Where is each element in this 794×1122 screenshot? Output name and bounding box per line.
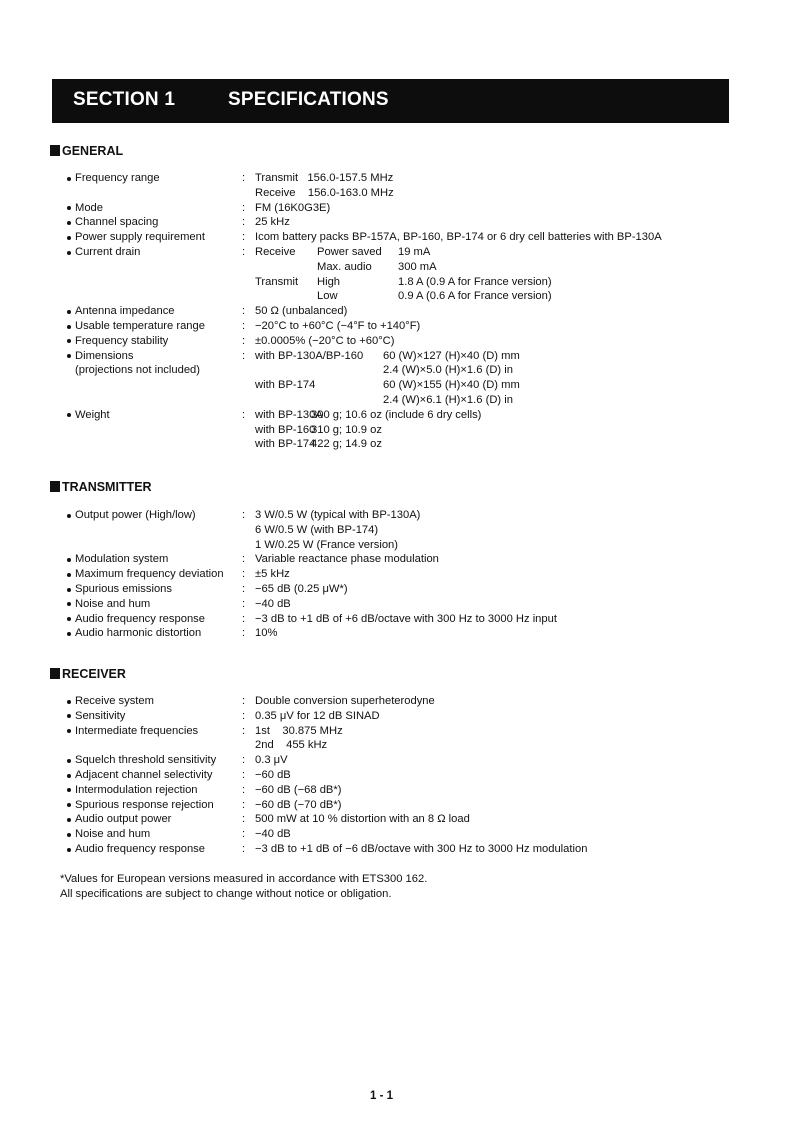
spec-colon: :	[242, 320, 246, 332]
spec-colon: :	[242, 408, 246, 421]
spec-value: ±0.0005% (−20°C to +60°C)	[255, 334, 395, 347]
spec-colon: :	[242, 798, 246, 811]
spec-colon: :	[242, 553, 246, 566]
square-bullet-icon	[50, 481, 60, 492]
spec-value: −3 dB to +1 dB of −6 dB/octave with 300 Hz to 3000 Hz modulation	[255, 843, 588, 855]
spec-label: Intermodulation rejection	[75, 783, 198, 796]
spec-value-cell: Max. audio	[317, 260, 372, 273]
spec-value-cell: with BP-130A	[255, 408, 323, 421]
spec-colon: :	[242, 201, 246, 214]
spec-value-cell: 1.8 A (0.9 A for France version)	[398, 275, 552, 288]
spec-colon: :	[242, 172, 246, 184]
square-bullet-icon	[50, 668, 60, 679]
spec-label: Noise and hum	[75, 597, 151, 610]
spec-colon: :	[242, 627, 246, 640]
footnote-line-1: *Values for European versions measured in accordance with ETS300 162.	[60, 873, 428, 885]
spec-value: −40 dB	[255, 828, 291, 841]
bullet-icon	[67, 774, 71, 778]
spec-value: 500 mW at 10 % distortion with an 8 Ω load	[255, 813, 470, 826]
spec-value: −65 dB (0.25 μW*)	[255, 583, 348, 595]
spec-label: Current drain	[75, 246, 141, 258]
spec-value-cell: with BP-130A/BP-160	[255, 349, 364, 362]
spec-value-cell: 2.4 (W)×5.0 (H)×1.6 (D) in	[383, 364, 513, 377]
square-bullet-icon	[50, 145, 60, 156]
spec-colon: :	[242, 305, 246, 318]
bullet-icon	[67, 588, 71, 592]
spec-value: 2nd 455 kHz	[255, 739, 328, 752]
bullet-icon	[67, 177, 71, 181]
bullet-icon	[67, 617, 71, 621]
spec-value-cell: 300 g; 10.6 oz (include 6 dry cells)	[311, 408, 482, 421]
spec-value: 1st 30.875 MHz	[255, 724, 343, 737]
spec-value: −60 dB (−70 dB*)	[255, 798, 342, 811]
spec-value: −40 dB	[255, 597, 291, 610]
spec-colon: :	[242, 334, 246, 347]
spec-value: Variable reactance phase modulation	[255, 553, 439, 566]
spec-value-cell: Receive	[255, 246, 296, 258]
spec-value: Icom battery packs BP-157A, BP-160, BP-174 or 6 dry cell batteries with BP-130A	[255, 231, 662, 244]
bullet-icon	[67, 236, 71, 240]
spec-value-cell: Low	[317, 290, 338, 303]
spec-value-cell: Power saved	[317, 246, 382, 258]
spec-colon: :	[242, 612, 246, 625]
spec-label: Output power (High/low)	[75, 509, 196, 521]
bullet-icon	[67, 413, 71, 417]
spec-label: Spurious emissions	[75, 583, 173, 595]
bullet-icon	[67, 339, 71, 343]
spec-colon: :	[242, 349, 246, 362]
spec-label: Weight	[75, 408, 110, 421]
spec-value: Receive 156.0-163.0 MHz	[255, 186, 394, 199]
spec-label: Intermediate frequencies	[75, 724, 199, 737]
spec-colon: :	[242, 813, 246, 826]
section-number: SECTION 1	[73, 89, 176, 110]
spec-value-cell: High	[317, 275, 341, 288]
spec-value: −3 dB to +1 dB of +6 dB/octave with 300 Hz to 3000 Hz input	[255, 612, 557, 625]
spec-colon: :	[242, 769, 246, 781]
spec-colon: :	[242, 695, 246, 707]
spec-value: Double conversion superheterodyne	[255, 695, 435, 707]
bullet-icon	[67, 803, 71, 807]
spec-colon: :	[242, 216, 246, 229]
bullet-icon	[67, 714, 71, 718]
spec-value-cell: 60 (W)×155 (H)×40 (D) mm	[383, 379, 520, 392]
section-title: SPECIFICATIONS	[228, 89, 389, 110]
spec-label: Antenna impedance	[75, 305, 175, 318]
spec-label: Modulation system	[75, 553, 169, 566]
spec-value-cell: 19 mA	[398, 246, 431, 258]
bullet-icon	[67, 848, 71, 852]
spec-value-cell: 0.9 A (0.6 A for France version)	[398, 290, 552, 303]
spec-label: Audio frequency response	[75, 612, 205, 625]
spec-colon: :	[242, 783, 246, 796]
spec-value: ±5 kHz	[255, 568, 290, 581]
bullet-icon	[67, 729, 71, 733]
spec-colon: :	[242, 568, 246, 581]
bullet-icon	[67, 700, 71, 704]
bullet-icon	[67, 602, 71, 606]
spec-label: Adjacent channel selectivity	[75, 769, 213, 781]
spec-value: −60 dB (−68 dB*)	[255, 783, 342, 796]
page-number: 1 - 1	[370, 1090, 394, 1102]
bullet-icon	[67, 573, 71, 577]
spec-value: Transmit 156.0-157.5 MHz	[255, 172, 394, 184]
spec-label: Dimensions	[75, 349, 134, 362]
spec-value-cell: 2.4 (W)×6.1 (H)×1.6 (D) in	[383, 394, 513, 406]
bullet-icon	[67, 759, 71, 763]
bullet-icon	[67, 251, 71, 255]
spec-value: FM (16K0G3E)	[255, 201, 331, 214]
spec-value: 0.35 μV for 12 dB SINAD	[255, 709, 380, 722]
spec-value-cell: 310 g; 10.9 oz	[311, 423, 382, 436]
spec-colon: :	[242, 583, 246, 595]
spec-colon: :	[242, 754, 246, 767]
spec-value: 50 Ω (unbalanced)	[255, 305, 348, 318]
spec-label: Squelch threshold sensitivity	[75, 754, 217, 767]
bullet-icon	[67, 833, 71, 837]
spec-label: Audio frequency response	[75, 843, 205, 855]
spec-value-cell: 60 (W)×127 (H)×40 (D) mm	[383, 349, 520, 362]
spec-label: Spurious response rejection	[75, 798, 214, 811]
bullet-icon	[67, 514, 71, 518]
spec-sublabel: (projections not included)	[75, 364, 200, 377]
spec-colon: :	[242, 843, 246, 855]
spec-value: 1 W/0.25 W (France version)	[255, 538, 398, 551]
spec-value: 0.3 μV	[255, 754, 288, 767]
spec-colon: :	[242, 509, 246, 521]
spec-value: −60 dB	[255, 769, 291, 781]
bullet-icon	[67, 632, 71, 636]
spec-colon: :	[242, 709, 246, 722]
spec-value: 10%	[255, 627, 278, 640]
spec-value: 25 kHz	[255, 216, 290, 229]
transmitter-heading: TRANSMITTER	[50, 480, 152, 494]
spec-value-cell: 422 g; 14.9 oz	[311, 438, 382, 451]
spec-label: Frequency stability	[75, 334, 169, 347]
spec-label: Receive system	[75, 695, 154, 707]
spec-colon: :	[242, 231, 246, 244]
spec-colon: :	[242, 246, 246, 258]
spec-value-cell: 300 mA	[398, 260, 437, 273]
bullet-icon	[67, 788, 71, 792]
general-heading: GENERAL	[50, 144, 123, 158]
spec-colon: :	[242, 724, 246, 737]
spec-value: −20°C to +60°C (−4°F to +140°F)	[255, 320, 421, 332]
section-banner	[52, 79, 729, 123]
spec-value-cell: with BP-174	[255, 438, 316, 451]
bullet-icon	[67, 325, 71, 329]
bullet-icon	[67, 221, 71, 225]
spec-label: Mode	[75, 201, 103, 214]
spec-label: Audio output power	[75, 813, 172, 826]
spec-value-cell: Transmit	[255, 275, 299, 288]
spec-label: Power supply requirement	[75, 231, 205, 244]
spec-colon: :	[242, 597, 246, 610]
bullet-icon	[67, 206, 71, 210]
receiver-heading: RECEIVER	[50, 667, 126, 681]
footnote-line-2: All specifications are subject to change without notice or obligation.	[60, 888, 392, 900]
bullet-icon	[67, 354, 71, 358]
spec-value: 6 W/0.5 W (with BP-174)	[255, 523, 379, 536]
spec-label: Audio harmonic distortion	[75, 627, 202, 640]
spec-label: Usable temperature range	[75, 320, 205, 332]
spec-colon: :	[242, 828, 246, 841]
spec-value-cell: with BP-174	[255, 379, 316, 392]
spec-label: Noise and hum	[75, 828, 151, 841]
spec-value-cell: with BP-160	[255, 423, 316, 436]
bullet-icon	[67, 818, 71, 822]
bullet-icon	[67, 558, 71, 562]
spec-label: Channel spacing	[75, 216, 159, 229]
spec-label: Sensitivity	[75, 709, 126, 722]
spec-value: 3 W/0.5 W (typical with BP-130A)	[255, 509, 421, 521]
bullet-icon	[67, 310, 71, 314]
spec-label: Frequency range	[75, 172, 160, 184]
spec-label: Maximum frequency deviation	[75, 568, 224, 581]
